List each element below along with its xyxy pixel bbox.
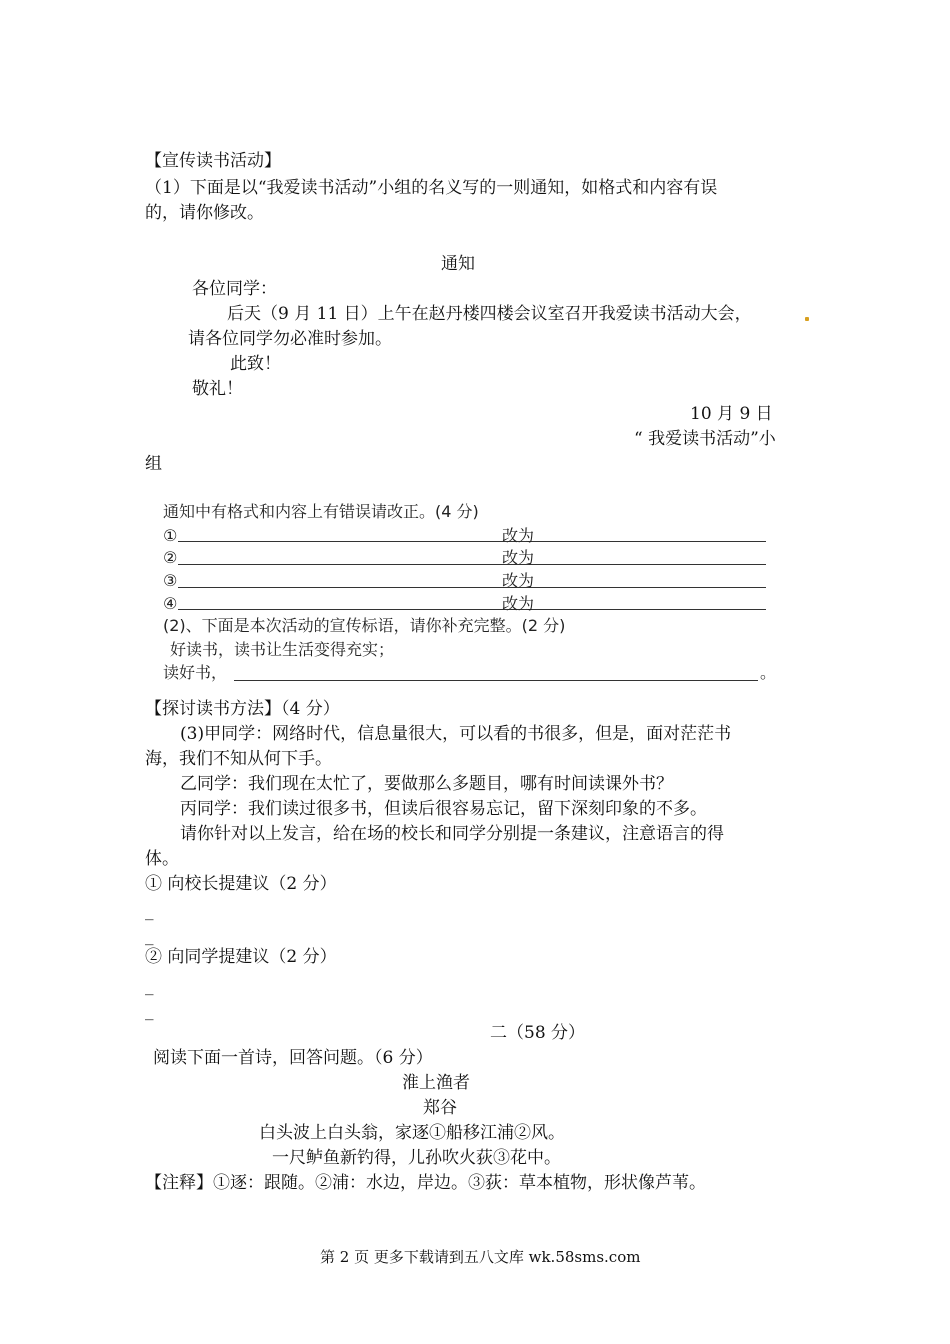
page-footer: 第 2 页 更多下载请到五八文库 wk.58sms.com (320, 1248, 641, 1266)
correction-answer-line[interactable] (178, 541, 766, 542)
suggestion-principal: ① 向校长提建议（2 分） (145, 874, 337, 894)
part-2-title: 二（58 分） (490, 1023, 586, 1043)
highlight-mark (805, 317, 809, 321)
notice-salutation: 各位同学： (192, 279, 277, 299)
slogan-line-2-prefix: 读好书， (163, 663, 228, 682)
poem-author: 郑谷 (423, 1098, 457, 1118)
notice-signature-line-2: 组 (145, 454, 162, 474)
answer-blank[interactable]: _ (145, 1001, 154, 1021)
slogan-instruction: (2)、下面是本次活动的宣传标语，请你补充完整。(2 分) (163, 616, 566, 635)
request-line-1: 请你针对以上发言，给在场的校长和同学分别提一条建议，注意语言的得 (180, 824, 724, 844)
poem-line-2: 一尺鲈鱼新钓得，儿孙吹火荻③花中。 (272, 1148, 561, 1168)
question-1-line-2: 的，请你修改。 (145, 203, 264, 223)
notice-signature-line-1: “ 我爱读书活动”小 (634, 429, 776, 449)
correction-answer-line[interactable] (178, 564, 766, 565)
correction-item-number: ③ (163, 571, 178, 590)
slogan-answer-line[interactable] (234, 680, 758, 681)
correction-item-number: ④ (163, 594, 178, 613)
notice-date: 10 月 9 日 (690, 404, 773, 424)
student-a-line-1: (3)甲同学：网络时代，信息量很大，可以看的书很多，但是，面对茫茫书 (180, 724, 732, 744)
poem-instruction: 阅读下面一首诗，回答问题。（6 分） (153, 1048, 433, 1068)
correction-change-label: 改为 (502, 526, 535, 545)
answer-blank[interactable]: _ (145, 901, 154, 921)
poem-title: 淮上渔者 (402, 1073, 470, 1093)
notice-title: 通知 (441, 254, 475, 274)
correction-answer-line[interactable] (178, 587, 766, 588)
student-b: 乙同学：我们现在太忙了，要做那么多题目，哪有时间读课外书？ (180, 774, 673, 794)
slogan-line-2-end: 。 (760, 663, 777, 682)
correction-change-label: 改为 (502, 594, 535, 613)
request-line-2: 体。 (145, 849, 179, 869)
correction-change-label: 改为 (502, 548, 535, 567)
question-1-line-1: （1）下面是以“我爱读书活动”小组的名义写的一则通知，如格式和内容有误 (145, 178, 718, 198)
suggestion-classmates: ② 向同学提建议（2 分） (145, 947, 337, 967)
answer-blank[interactable]: _ (145, 976, 154, 996)
correction-instruction: 通知中有格式和内容上有错误请改正。(4 分) (163, 502, 479, 521)
correction-change-label: 改为 (502, 571, 535, 590)
poem-line-1: 白头波上白头翁，家逐①船移江浦②风。 (259, 1123, 565, 1143)
correction-item-number: ② (163, 548, 178, 567)
notice-body-line-2: 请各位同学勿必准时参加。 (188, 329, 392, 349)
notice-body-line-1: 后天（9 月 11 日）上午在赵丹楼四楼会议室召开我爱读书活动大会， (227, 304, 752, 324)
notice-closing-2: 敬礼！ (192, 379, 243, 399)
student-a-line-2: 海，我们不知从何下手。 (145, 749, 332, 769)
notice-closing-1: 此致！ (230, 354, 281, 374)
section-heading-methods: 【探讨读书方法】（4 分） (145, 699, 340, 719)
slogan-line-1: 好读书，读书让生活变得充实； (170, 640, 395, 659)
student-c: 丙同学：我们读过很多书，但读后很容易忘记，留下深刻印象的不多。 (180, 799, 707, 819)
correction-answer-line[interactable] (178, 609, 766, 610)
poem-note: 【注释】①逐：跟随。②浦：水边，岸边。③荻：草本植物，形状像芦苇。 (145, 1173, 706, 1193)
answer-blank[interactable]: _ (145, 926, 154, 946)
correction-item-number: ① (163, 526, 178, 545)
section-heading-promote: 【宣传读书活动】 (145, 151, 281, 171)
